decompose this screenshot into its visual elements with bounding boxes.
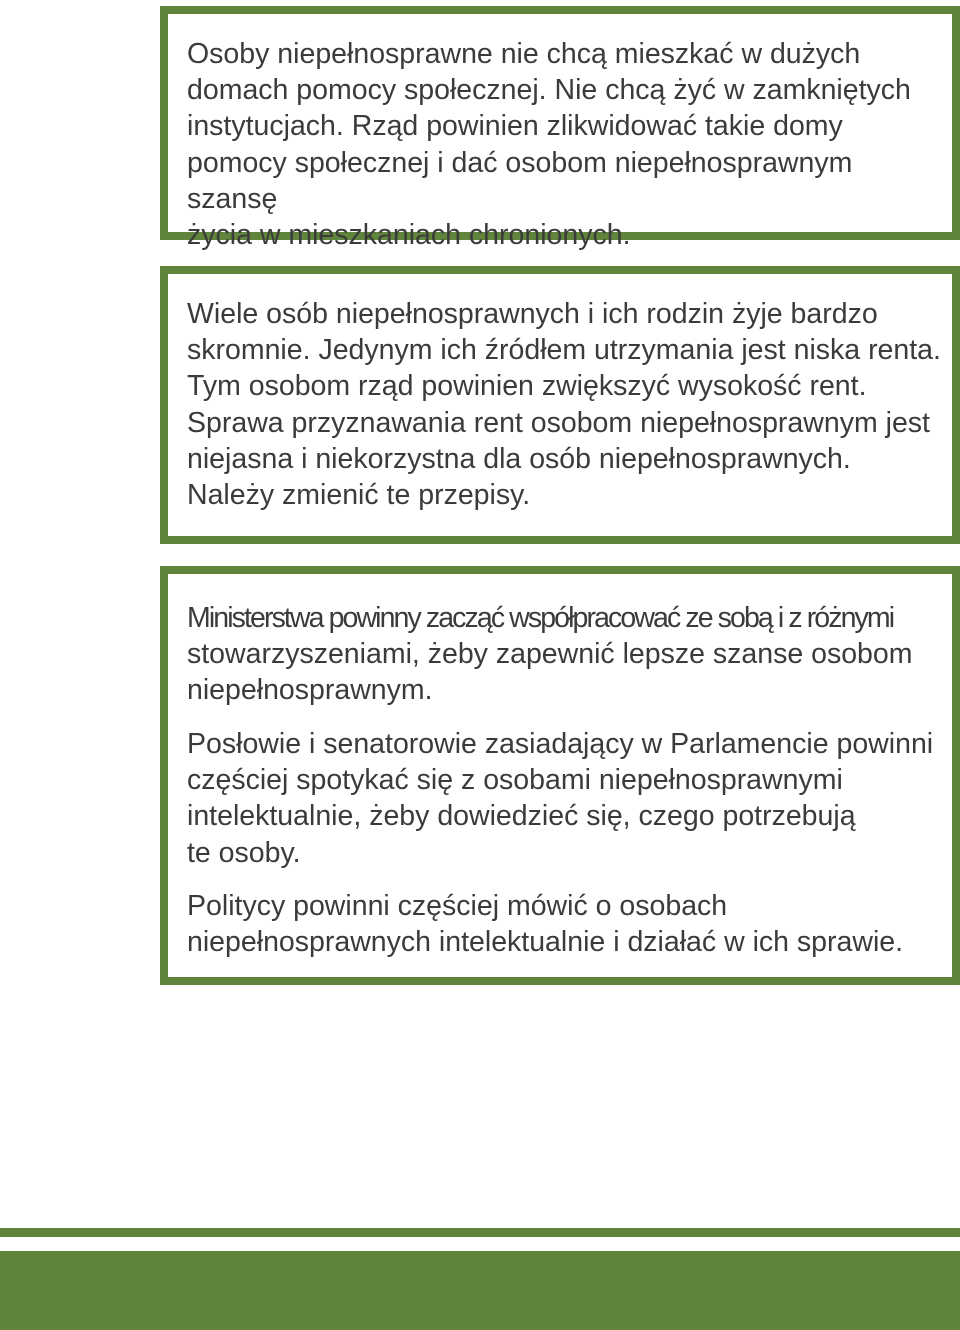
paragraph-ministries-first-line: Ministerstwa powinny zacząć współpracować ze sobą i z różnymi bbox=[187, 602, 894, 634]
text-box-pensions bbox=[160, 266, 960, 544]
paragraph-ministries bbox=[187, 600, 942, 709]
footer-divider-line bbox=[0, 1228, 960, 1237]
paragraph-pensions: Wiele osób niepełnosprawnych i ich rodzin żyje bardzo skromnie. Jedynym ich źródłem utrzymania jest niska renta. Tym osobom rząd powinien zwiększyć wysokość rent. Sprawa przyznawania rent osobom niepełnosprawnym jest niejasna i niekorzystna dla osób niepełnosprawnych. Należy zmienić te przepisy. bbox=[187, 298, 941, 512]
text-box-institutions bbox=[160, 6, 960, 252]
text-box-politics bbox=[160, 566, 960, 985]
paragraph-politicians: Politycy powinni częściej mówić o osobach niepełnosprawnych intelektualnie i działać w ich sprawie. bbox=[187, 890, 904, 959]
paragraph-institutions: Osoby niepełnosprawne nie chcą mieszkać w dużych domach pomocy społecznej. Nie chcą żyć w zamkniętych instytucjach. Rząd powinien zlikwidować takie domy pomocy społecznej i dać osobom niepełnosprawnym szansę życia w mieszkaniach chronionych. bbox=[187, 38, 911, 252]
paragraph-parliament: Posłowie i senatorowie zasiadający w Parlamencie powinni częściej spotykać się z osobami niepełnosprawnymi intelektualnie, żeby dowiedzieć się, czego potrzebują te osoby. bbox=[187, 728, 934, 869]
footer-bar bbox=[0, 1251, 960, 1330]
paragraph-ministries-rest: stowarzyszeniami, żeby zapewnić lepsze szanse osobom niepełnosprawnym. bbox=[187, 638, 913, 707]
